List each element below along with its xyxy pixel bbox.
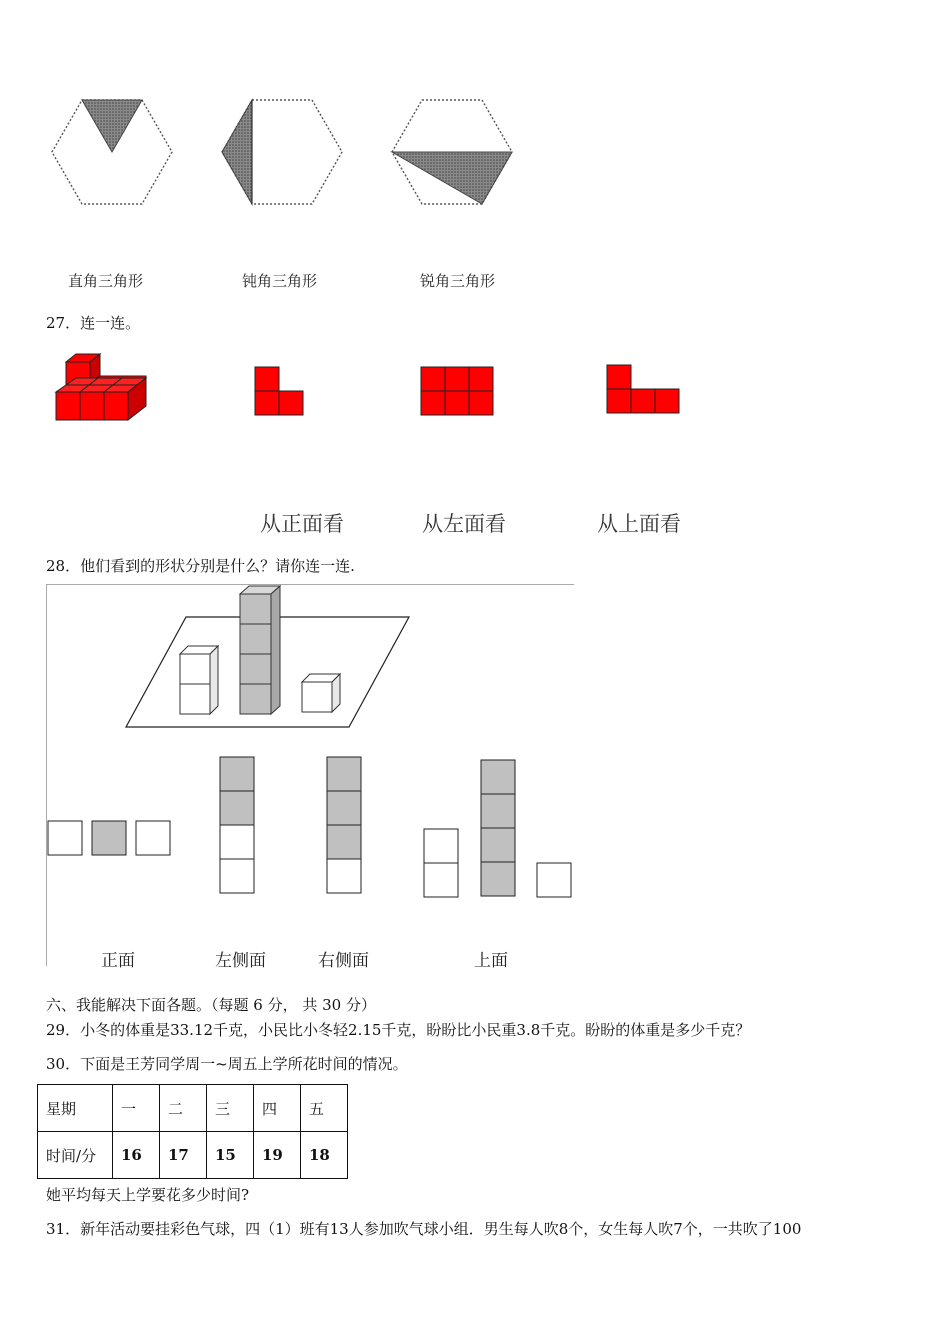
table-header-label: 星期 [38, 1085, 113, 1132]
table-day: 四 [254, 1085, 301, 1132]
question-30: 30．下面是王芳同学周一~周五上学所花时间的情况。 [46, 1055, 408, 1073]
table-row [38, 1132, 348, 1179]
table-day: 二 [160, 1085, 207, 1132]
view-label-top: 从上面看 [597, 512, 681, 536]
face-label-right-side: 右侧面 [318, 951, 369, 971]
view-label-front: 从正面看 [260, 512, 344, 536]
hexagon-acute-triangle [392, 100, 512, 204]
table-time: 15 [207, 1132, 254, 1179]
question-29: 29．小冬的体重是33.12千克，小民比小冬轻2.15千克，盼盼比小民重3.8千克。盼盼的体重是多少千克？ [46, 1021, 751, 1039]
table-day: 五 [301, 1085, 348, 1132]
left-view-shape [420, 366, 496, 418]
face-label-top: 上面 [474, 951, 508, 971]
hexagon-obtuse-triangle [222, 100, 342, 204]
hexagon-label-3: 锐角三角形 [420, 272, 496, 290]
table-time: 17 [160, 1132, 207, 1179]
hexagon-label-2: 钝角三角形 [242, 272, 318, 290]
hexagon-label-1: 直角三角形 [68, 272, 144, 290]
question-30-followup: 她平均每天上学要花多少时间? [46, 1186, 250, 1204]
table-row-label: 时间/分 [38, 1132, 113, 1179]
hexagon-figures [40, 90, 540, 220]
hexagon-right-triangle [52, 100, 172, 204]
question-28: 28．他们看到的形状分别是什么？请你连一连. [46, 557, 355, 575]
front-view-shape [254, 366, 306, 418]
question-31: 31．新年活动要挂彩色气球，四（1）班有13人参加吹气球小组．男生每人吹8个，女生每人吹7个，一共吹了100 [46, 1220, 802, 1238]
table-time: 18 [301, 1132, 348, 1179]
section-6-heading: 六、我能解决下面各题。（每题 6 分， 共 30 分） [46, 996, 376, 1014]
table-row [38, 1085, 348, 1132]
commute-time-table [37, 1084, 348, 1179]
top-view-shape [606, 364, 682, 416]
face-label-front: 正面 [101, 951, 135, 971]
cube-stack-3d [52, 350, 152, 426]
table-day: 三 [207, 1085, 254, 1132]
view-label-left: 从左面看 [422, 512, 506, 536]
table-day: 一 [113, 1085, 160, 1132]
table-time: 19 [254, 1132, 301, 1179]
question-27: 27．连一连。 [46, 314, 141, 332]
q28-figure [46, 584, 576, 969]
face-label-left-side: 左侧面 [215, 951, 266, 971]
table-time: 16 [113, 1132, 160, 1179]
